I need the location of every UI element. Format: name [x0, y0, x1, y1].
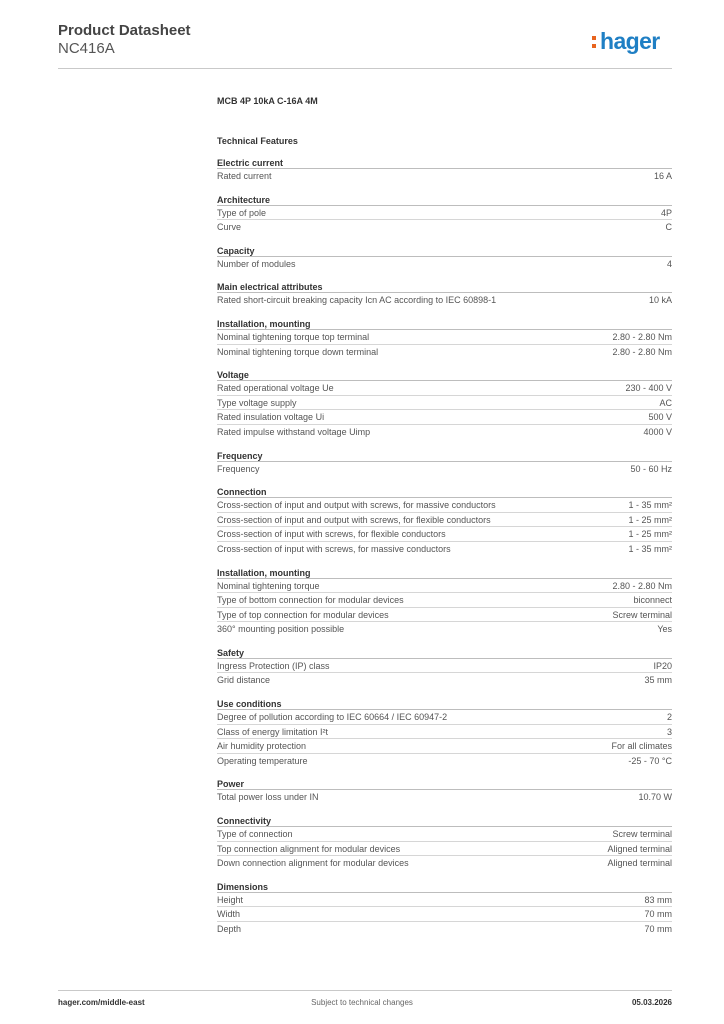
feature-row	[217, 710, 672, 725]
section-title: Frequency	[217, 450, 672, 462]
feature-row	[217, 659, 672, 674]
feature-row	[217, 381, 672, 396]
feature-label: Rated operational voltage Ue	[217, 383, 334, 394]
feature-section	[217, 486, 672, 556]
feature-row	[217, 527, 672, 542]
footer-date: 05.03.2026	[631, 998, 672, 1007]
logo-colon-icon	[592, 33, 598, 51]
feature-section	[217, 318, 672, 359]
feature-row	[217, 396, 672, 411]
feature-row	[217, 169, 672, 184]
feature-label: Nominal tightening torque down terminal	[217, 346, 379, 357]
feature-value: 2.80 - 2.80 Nm	[612, 346, 672, 357]
feature-section	[217, 698, 672, 768]
section-title: Capacity	[217, 245, 672, 257]
feature-label: Grid distance	[217, 675, 271, 686]
product-name: MCB 4P 10kA C-16A 4M	[217, 96, 318, 106]
datasheet-content	[217, 95, 672, 937]
feature-label: Rated current	[217, 171, 272, 181]
feature-row	[217, 579, 672, 594]
feature-value: Aligned terminal	[607, 843, 672, 854]
footer-divider	[58, 990, 672, 991]
section-title: Use conditions	[217, 698, 672, 710]
feature-label: Curve	[217, 222, 242, 233]
feature-value: 4	[666, 258, 672, 269]
feature-label: Operating temperature	[217, 755, 308, 766]
document-header	[58, 22, 191, 58]
feature-row	[217, 673, 672, 688]
section-title: Connectivity	[217, 815, 672, 827]
section-title: Electric current	[217, 157, 672, 169]
feature-label: Number of modules	[217, 258, 296, 269]
feature-row	[217, 922, 672, 937]
feature-label: Top connection alignment for modular devices	[217, 843, 401, 854]
feature-value: 500 V	[648, 412, 672, 423]
section-title: Voltage	[217, 369, 672, 381]
footer-website: hager.com/middle-east	[58, 998, 145, 1007]
feature-row	[217, 462, 672, 477]
feature-value: 70 mm	[644, 924, 672, 934]
feature-label: Type of top connection for modular devices	[217, 609, 389, 620]
section-title: Main electrical attributes	[217, 281, 672, 293]
feature-row	[217, 842, 672, 857]
feature-label: Rated short-circuit breaking capacity Icn AC according to IEC 60898-1	[217, 295, 497, 306]
product-reference: NC416A	[58, 40, 115, 57]
feature-value: 10 kA	[648, 295, 672, 306]
section-title: Safety	[217, 647, 672, 659]
feature-row	[217, 622, 672, 637]
feature-row	[217, 739, 672, 754]
feature-value: 3	[666, 726, 672, 737]
feature-row	[217, 790, 672, 805]
feature-label: Nominal tightening torque top terminal	[217, 331, 370, 342]
document-title: Product Datasheet	[58, 22, 191, 39]
feature-label: Type of pole	[217, 207, 267, 218]
feature-row	[217, 754, 672, 769]
feature-section	[217, 567, 672, 637]
feature-label: Cross-section of input with screws, for massive conductors	[217, 543, 451, 554]
feature-section	[217, 194, 672, 235]
feature-row	[217, 330, 672, 345]
feature-label: Air humidity protection	[217, 741, 307, 752]
feature-value: 1 - 25 mm²	[628, 514, 672, 525]
feature-label: Depth	[217, 924, 242, 934]
feature-value: 70 mm	[644, 909, 672, 920]
feature-value: 4000 V	[643, 426, 672, 437]
feature-label: Height	[217, 894, 244, 905]
section-title: Dimensions	[217, 881, 672, 893]
feature-value: 10.70 W	[638, 792, 672, 803]
hager-logo	[592, 26, 660, 56]
feature-label: Total power loss under IN	[217, 792, 319, 803]
feature-value: C	[665, 222, 672, 233]
feature-value: 1 - 35 mm²	[628, 500, 672, 511]
feature-label: Cross-section of input with screws, for flexible conductors	[217, 529, 446, 540]
feature-value: 1 - 35 mm²	[628, 543, 672, 554]
feature-section	[217, 778, 672, 805]
section-title: Architecture	[217, 194, 672, 206]
section-title: Power	[217, 778, 672, 790]
feature-row	[217, 608, 672, 623]
feature-value: Aligned terminal	[607, 858, 672, 869]
feature-value: 2.80 - 2.80 Nm	[612, 580, 672, 591]
feature-label: Class of energy limitation I²t	[217, 726, 329, 737]
feature-label: Ingress Protection (IP) class	[217, 660, 330, 671]
feature-row	[217, 513, 672, 528]
section-title: Installation, mounting	[217, 567, 672, 579]
feature-section	[217, 881, 672, 937]
feature-section	[217, 157, 672, 184]
feature-value: 83 mm	[644, 894, 672, 905]
feature-value: For all climates	[611, 741, 672, 752]
feature-label: Rated insulation voltage Ui	[217, 412, 325, 423]
feature-section	[217, 281, 672, 308]
feature-value: 230 - 400 V	[625, 383, 672, 394]
feature-row	[217, 856, 672, 871]
feature-label: Type of connection	[217, 829, 293, 840]
feature-value: Yes	[657, 624, 672, 635]
feature-value: biconnect	[633, 595, 672, 606]
feature-value: 2.80 - 2.80 Nm	[612, 331, 672, 342]
feature-label: 360° mounting position possible	[217, 624, 345, 635]
feature-value: AC	[659, 397, 672, 408]
section-title: Installation, mounting	[217, 318, 672, 330]
logo-text: hager	[600, 28, 660, 54]
feature-value: 50 - 60 Hz	[630, 463, 672, 474]
feature-label: Cross-section of input and output with screws, for massive conductors	[217, 500, 496, 511]
feature-value: Screw terminal	[612, 609, 672, 620]
feature-row	[217, 206, 672, 221]
feature-row	[217, 827, 672, 842]
feature-label: Width	[217, 909, 241, 920]
feature-section	[217, 245, 672, 272]
feature-section	[217, 369, 672, 439]
feature-row	[217, 725, 672, 740]
feature-label: Cross-section of input and output with screws, for flexible conductors	[217, 514, 491, 525]
feature-label: Nominal tightening torque	[217, 580, 320, 591]
feature-value: IP20	[653, 660, 672, 671]
feature-label: Frequency	[217, 463, 260, 474]
feature-section	[217, 450, 672, 477]
feature-value: Screw terminal	[612, 829, 672, 840]
feature-section	[217, 647, 672, 688]
section-title: Connection	[217, 486, 672, 498]
feature-label: Degree of pollution according to IEC 60664 / IEC 60947-2	[217, 712, 448, 723]
footer-note: Subject to technical changes	[311, 998, 413, 1007]
feature-label: Type voltage supply	[217, 397, 297, 408]
feature-row	[217, 907, 672, 922]
feature-value: -25 - 70 °C	[628, 755, 672, 766]
feature-value: 1 - 25 mm²	[628, 529, 672, 540]
feature-row	[217, 220, 672, 235]
feature-label: Rated impulse withstand voltage Uimp	[217, 426, 371, 437]
feature-label: Type of bottom connection for modular devices	[217, 595, 404, 606]
feature-value: 16 A	[653, 171, 672, 181]
feature-row	[217, 293, 672, 308]
feature-value: 35 mm	[644, 675, 672, 686]
feature-row	[217, 257, 672, 272]
feature-label: Down connection alignment for modular devices	[217, 858, 409, 869]
feature-section	[217, 815, 672, 871]
feature-row	[217, 410, 672, 425]
header-divider	[58, 68, 672, 69]
feature-row	[217, 498, 672, 513]
feature-value: 2	[666, 712, 672, 723]
feature-sections	[217, 157, 672, 937]
feature-row	[217, 893, 672, 908]
feature-row	[217, 425, 672, 440]
feature-row	[217, 593, 672, 608]
feature-row	[217, 542, 672, 557]
feature-value: 4P	[660, 207, 672, 218]
feature-row	[217, 345, 672, 360]
technical-features-title: Technical Features	[217, 136, 298, 146]
